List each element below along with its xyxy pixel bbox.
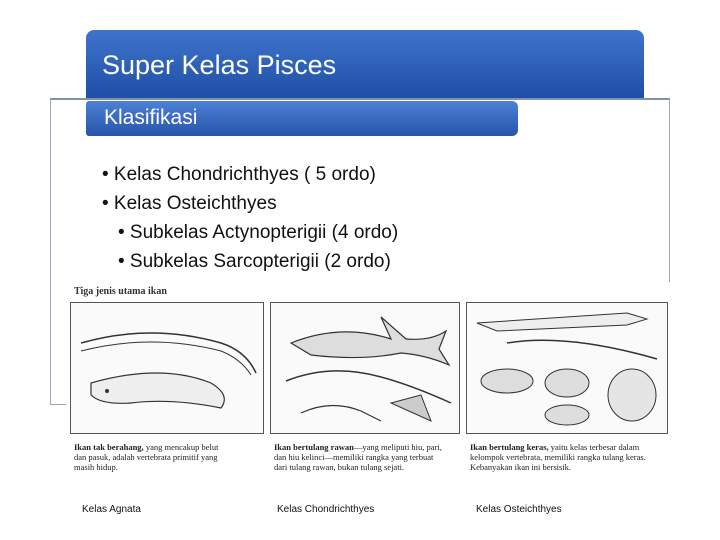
fish-illustration bbox=[66, 282, 670, 498]
subtitle-bar bbox=[86, 101, 518, 136]
slide-subtitle: Klasifikasi bbox=[104, 106, 198, 129]
agnatha-description bbox=[74, 442, 224, 472]
description-heading: Ikan bertulang rawan bbox=[274, 442, 354, 452]
slide-title: Super Kelas Pisces bbox=[102, 50, 337, 80]
bullet-item: • Kelas Osteichthyes bbox=[102, 193, 277, 214]
description-text: yaitu kelas terbesar dalam kelompok vertebrata, memiliki rangka tulang keras. Kebanyakan ikan ini bersisik. bbox=[470, 442, 646, 472]
description-heading: Ikan tak berahang, bbox=[74, 442, 144, 452]
label-agnata: Kelas Agnata bbox=[82, 504, 141, 515]
label-chondrichthyes: Kelas Chondrichthyes bbox=[277, 504, 375, 515]
label-osteichthyes: Kelas Osteichthyes bbox=[476, 504, 562, 515]
figure-caption: Tiga jenis utama ikan bbox=[74, 286, 167, 297]
osteichthyes-panel bbox=[466, 302, 668, 434]
description-heading: Ikan bertulang keras, bbox=[470, 442, 549, 452]
description-text: yang mencakup belut dan pasuk, adalah vertebrata primitif yang masih hidup. bbox=[74, 442, 219, 472]
eel-fish-drawing bbox=[71, 303, 263, 433]
agnatha-panel bbox=[70, 302, 264, 434]
shark-ray-drawing bbox=[271, 303, 459, 433]
description-text: —yang meliputi hiu, pari, dan hiu kelinci—memiliki rangka yang terbuat dari tulang rawan, bukan tulang sejati. bbox=[274, 442, 442, 472]
osteichthyes-description bbox=[470, 442, 660, 472]
bullet-list bbox=[102, 160, 398, 276]
chondrichthyes-description bbox=[274, 442, 444, 472]
bullet-item: • Subkelas Actynopterigii (4 ordo) bbox=[118, 222, 399, 243]
bony-fish-drawing bbox=[467, 303, 667, 433]
bullet-item: • Subkelas Sarcopterigii (2 ordo) bbox=[118, 251, 391, 272]
title-bar bbox=[86, 30, 644, 98]
bullet-item: • Kelas Chondrichthyes ( 5 ordo) bbox=[102, 164, 376, 185]
chondrichthyes-panel bbox=[270, 302, 460, 434]
